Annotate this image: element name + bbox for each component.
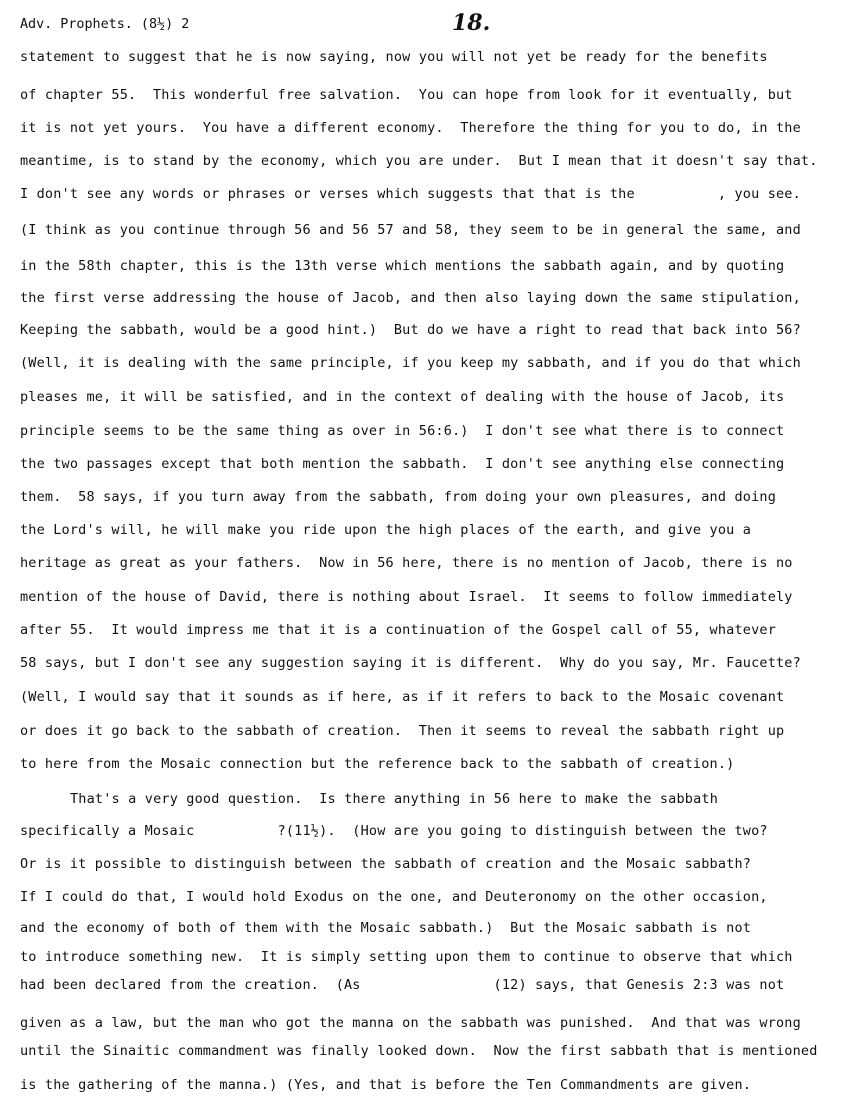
text-line: given as a law, but the man who got the manna on the sabbath was punished. And that was wrong [20,1015,801,1031]
text-line: had been declared from the creation. (As (12) says, that Genesis 2:3 was not [20,977,785,993]
text-line: to here from the Mosaic connection but the reference back to the sabbath of creation.) [20,756,735,772]
text-line: them. 58 says, if you turn away from the sabbath, from doing your own pleasures, and doing [20,489,776,505]
text-line: specifically a Mosaic ?(11½). (How are you going to distinguish between the two? [20,823,768,839]
text-line: of chapter 55. This wonderful free salvation. You can hope from look for it eventually, but [20,87,793,103]
text-line: If I could do that, I would hold Exodus on the one, and Deuteronomy on the other occasion, [20,889,768,905]
text-line: (Well, it is dealing with the same principle, if you keep my sabbath, and if you do that which [20,355,801,371]
text-line: (Well, I would say that it sounds as if here, as if it refers to back to the Mosaic covenant [20,689,785,705]
text-line: principle seems to be the same thing as over in 56:6.) I don't see what there is to connect [20,423,785,439]
text-line: I don't see any words or phrases or verses which suggests that that is the , you see. [20,186,801,202]
text-line: after 55. It would impress me that it is a continuation of the Gospel call of 55, whatever [20,622,776,638]
text-line: the Lord's will, he will make you ride upon the high places of the earth, and give you a [20,522,752,538]
text-line: pleases me, it will be satisfied, and in the context of dealing with the house of Jacob, its [20,389,785,405]
text-line: meantime, is to stand by the economy, which you are under. But I mean that it doesn't say that. [20,153,818,169]
text-line: statement to suggest that he is now saying, now you will not yet be ready for the benefits [20,49,768,65]
text-line: heritage as great as your fathers. Now in 56 here, there is no mention of Jacob, there is no [20,555,793,571]
text-line: is the gathering of the manna.) (Yes, and that is before the Ten Commandments are given. [20,1077,752,1093]
text-line-indented: That's a very good question. Is there anything in 56 here to make the sabbath [70,791,718,807]
text-line: it is not yet yours. You have a different economy. Therefore the thing for you to do, in the [20,120,801,136]
text-line: (I think as you continue through 56 and 56 57 and 58, they seem to be in general the same, and [20,222,801,238]
text-line: to introduce something new. It is simply setting upon them to continue to observe that which [20,949,793,965]
text-line: Keeping the sabbath, would be a good hint.) But do we have a right to read that back into 56? [20,322,801,338]
text-line: mention of the house of David, there is nothing about Israel. It seems to follow immediately [20,589,793,605]
text-line: in the 58th chapter, this is the 13th verse which mentions the sabbath again, and by quoting [20,258,785,274]
text-line: 58 says, but I don't see any suggestion saying it is different. Why do you say, Mr. Faucette? [20,655,801,671]
handwritten-page-number: 18. [452,10,491,36]
text-line: until the Sinaitic commandment was finally looked down. Now the first sabbath that is mentioned [20,1043,818,1059]
text-line: and the economy of both of them with the Mosaic sabbath.) But the Mosaic sabbath is not [20,920,752,936]
text-line: or does it go back to the sabbath of creation. Then it seems to reveal the sabbath right up [20,723,785,739]
page-header: Adv. Prophets. (8½) 2 [20,17,190,32]
text-line: Or is it possible to distinguish between the sabbath of creation and the Mosaic sabbath? [20,856,752,872]
text-line: the two passages except that both mention the sabbath. I don't see anything else connecting [20,456,785,472]
text-line: the first verse addressing the house of Jacob, and then also laying down the same stipulation, [20,290,801,306]
